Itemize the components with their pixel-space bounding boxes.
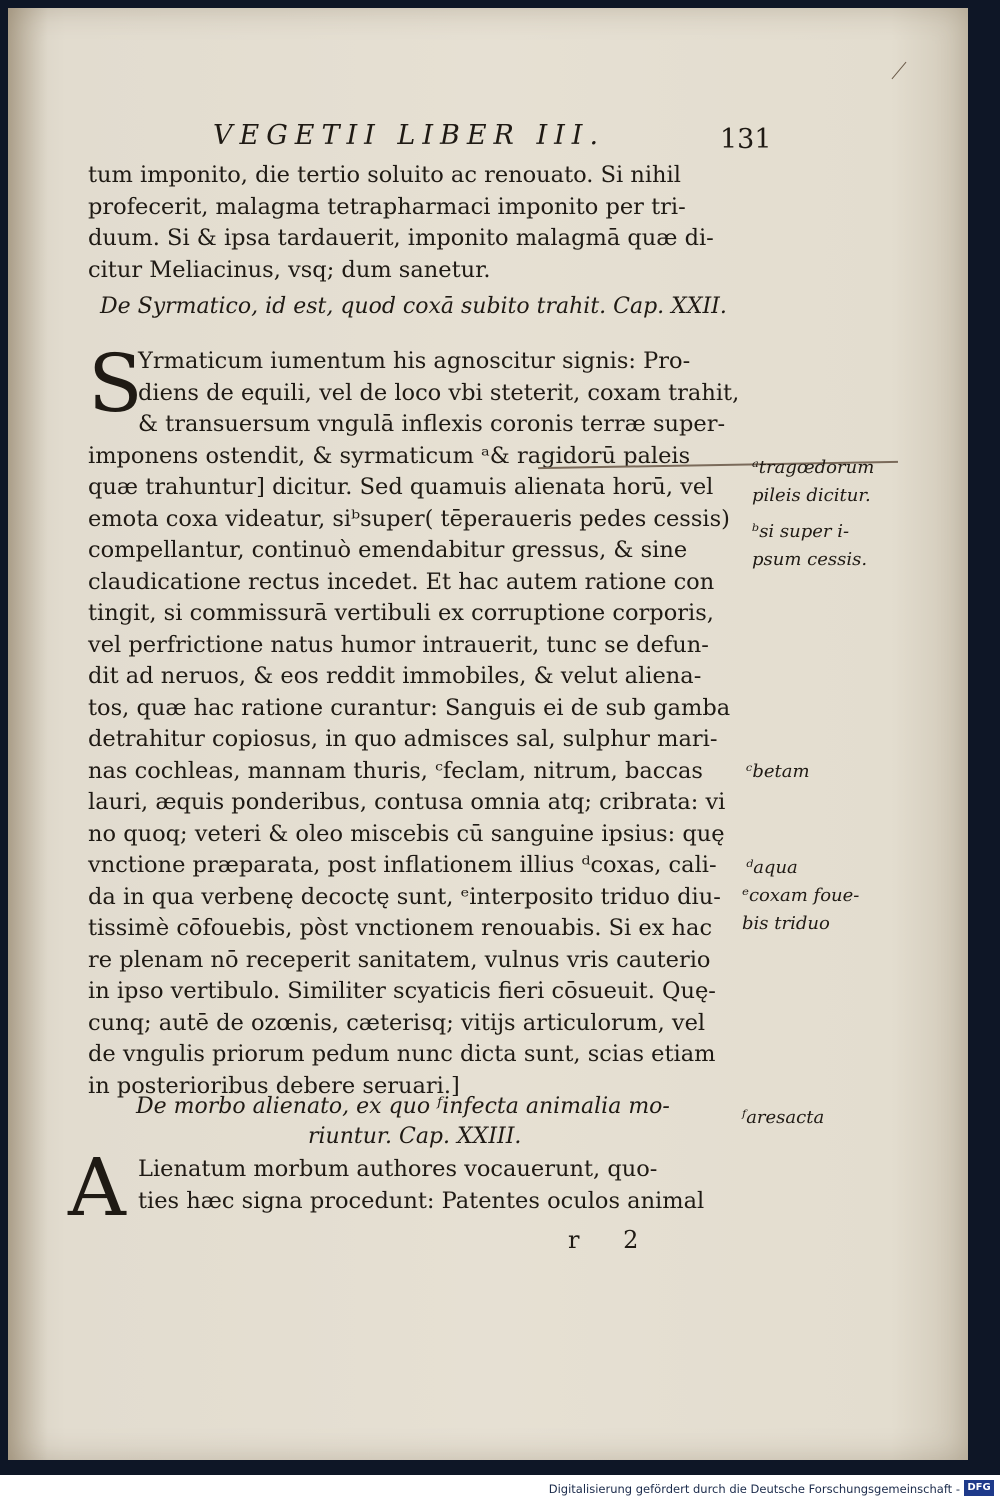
chapter-22-body xyxy=(88,337,748,1102)
text-line: compellantur, continuò emendabitur gressus, & sine xyxy=(88,537,688,563)
text-line: quæ trahuntur] dicitur. Sed quamuis alienata horū, vel xyxy=(88,474,714,500)
text-line: nas cochleas, mannam thuris, ᶜfeclam, nitrum, baccas xyxy=(88,757,703,784)
text-line: Yrmaticum iumentum his agnoscitur signis: Pro- xyxy=(138,348,691,374)
text-line: profecerit, malagma tetrapharmaci imponito per tri- xyxy=(88,193,686,220)
pencil-mark xyxy=(892,62,907,79)
margin-note-e-cont: bis triduo xyxy=(742,913,830,934)
text-line: de vngulis priorum pedum nunc dicta sunt, scias etiam xyxy=(88,1041,716,1067)
text-line: detrahitur copiosus, in quo admisces sal, sulphur mari- xyxy=(88,726,718,752)
margin-note-a: ᵃtragœdorum xyxy=(752,457,875,478)
chapter-23-body xyxy=(88,1154,748,1217)
text-line: tos, quæ hac ratione curantur: Sanguis ei de sub gamba xyxy=(88,694,731,721)
margin-note-a-cont: pileis dicitur. xyxy=(752,485,871,506)
text-line: da in qua verbenę decoctę sunt, ᵉinterposito triduo diu- xyxy=(88,883,721,910)
text-line: & transuersum vngulā inflexis coronis terræ super- xyxy=(138,411,726,437)
footer-credit: Digitalisierung gefördert durch die Deutsche Forschungsgemeinschaft - xyxy=(548,1482,960,1496)
drop-cap-s: S xyxy=(88,337,143,430)
text-line: imponens ostendit, & syrmaticum ᵃ& ragidorū paleis xyxy=(88,442,691,469)
chapter-22-heading: De Syrmatico, id est, quod coxā subito trahit. Cap. XXII. xyxy=(100,294,727,319)
page-number: 131 xyxy=(720,124,772,155)
chapter-23-heading-line1: De morbo alienato, ex quo ᶠinfecta animalia mo- xyxy=(136,1094,670,1119)
text-line: in posterioribus debere seruari.] xyxy=(88,1072,460,1099)
text-line: dit ad neruos, & eos reddit immobiles, & velut aliena- xyxy=(88,663,702,689)
text-line: cunq; autē de ozœnis, cæterisq; vitijs articulorum, vel xyxy=(88,1009,706,1036)
margin-note-f: ᶠaresacta xyxy=(742,1107,825,1128)
text-line: vel perfrictione natus humor intrauerit, tunc se defun- xyxy=(88,631,709,658)
dfg-logo: DFG xyxy=(964,1480,994,1496)
margin-note-d: ᵈaqua xyxy=(746,857,798,878)
text-line: diens de equili, vel de loco vbi steterit, coxam trahit, xyxy=(138,379,740,406)
margin-note-b-cont: psum cessis. xyxy=(752,549,868,570)
text-line: tum imponito, die tertio soluito ac renouato. Si nihil xyxy=(88,162,681,188)
text-line: emota coxa videatur, siᵇsuper( tēperaueris pedes cessis) xyxy=(88,505,730,532)
text-line: Lienatum morbum authores vocauerunt, quo- xyxy=(138,1156,658,1182)
text-line: tingit, si commissurā vertibuli ex corruptione corporis, xyxy=(88,600,714,626)
drop-cap-a: A xyxy=(68,1141,126,1234)
text-line: claudicatione rectus incedet. Et hac autem ratione con xyxy=(88,568,715,595)
top-paragraph xyxy=(88,160,748,286)
text-line: in ipso vertibulo. Similiter scyaticis fieri cōsueuit. Quę- xyxy=(88,978,716,1004)
text-line: citur Meliacinus, vsq; dum sanetur. xyxy=(88,256,491,283)
text-line: ties hæc signa procedunt: Patentes oculos animal xyxy=(138,1187,705,1214)
margin-note-b: ᵇsi super i- xyxy=(752,521,850,542)
book-page xyxy=(8,8,968,1460)
footer-bar xyxy=(0,1475,1000,1499)
text-line: lauri, æquis ponderibus, contusa omnia atq; cribrata: vi xyxy=(88,789,726,815)
margin-note-c: ᶜbetam xyxy=(746,761,810,782)
margin-note-e: ᵉcoxam foue- xyxy=(742,885,860,906)
text-line: duum. Si & ipsa tardauerit, imponito malagmā quæ di- xyxy=(88,225,714,251)
text-line: vnctione præparata, post inflationem illius ᵈcoxas, cali- xyxy=(88,852,717,878)
signature-mark: r 2 xyxy=(568,1226,657,1254)
text-line: re plenam nō receperit sanitatem, vulnus vris cauterio xyxy=(88,946,711,973)
chapter-23-heading-line2: riuntur. Cap. XXIII. xyxy=(308,1124,522,1149)
running-head: VEGETII LIBER III. xyxy=(213,120,606,151)
text-line: tissimè cōfouebis, pòst vnctionem renouabis. Si ex hac xyxy=(88,915,713,941)
text-line: no quoq; veteri & oleo miscebis cū sanguine ipsius: quę xyxy=(88,820,725,847)
